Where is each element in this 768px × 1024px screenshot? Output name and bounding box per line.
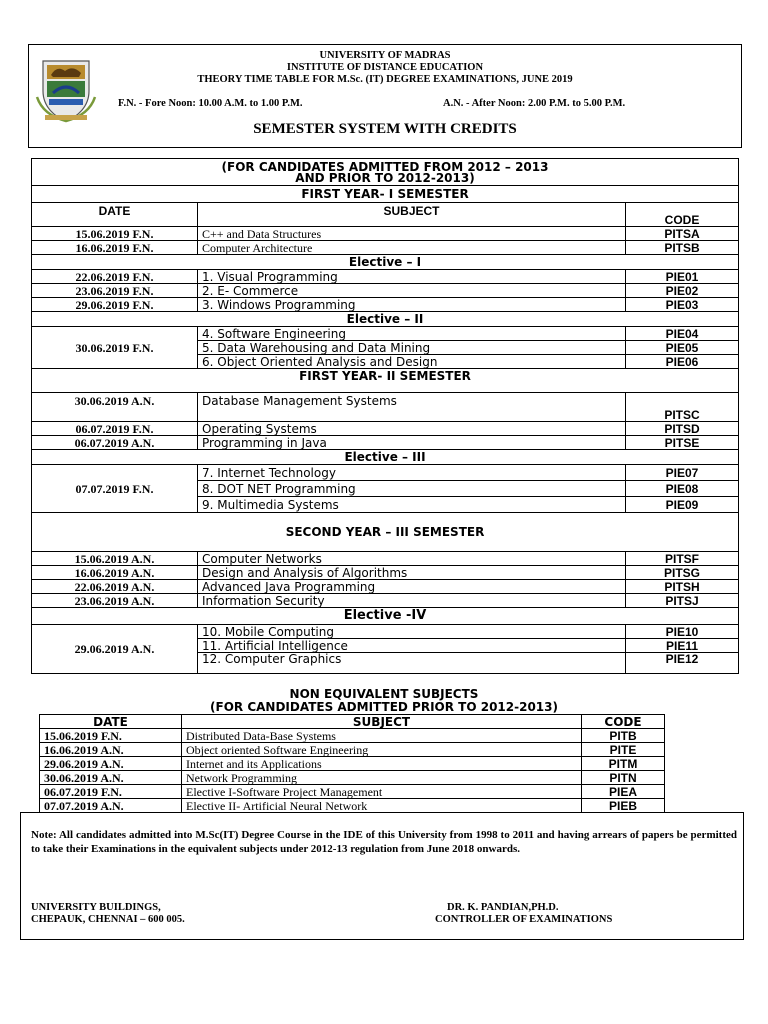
table-row: 8. DOT NET Programming PIE08 — [32, 481, 739, 497]
table-row: 22.06.2019 A.N. Advanced Java Programming PITSH — [32, 580, 739, 594]
table-row: 30.06.2019 F.N. 4. Software Engineering PIE04 — [32, 327, 739, 341]
table-row: 16.06.2019 A.N. Design and Analysis of Algorithms PITSG — [32, 566, 739, 580]
signatory-title: CONTROLLER OF EXAMINATIONS — [435, 914, 613, 925]
fn-timing: F.N. - Fore Noon: 10.00 A.M. to 1.00 P.M. — [118, 98, 303, 109]
elective-2-date: 30.06.2019 F.N. — [32, 327, 198, 369]
first-year-sem1-heading: FIRST YEAR- I SEMESTER — [32, 186, 739, 203]
table-row: 29.06.2019 A.N. Internet and its Applications PITM — [40, 757, 665, 771]
institute-name: INSTITUTE OF DISTANCE EDUCATION — [286, 62, 484, 73]
table-row: 16.06.2019 A.N. Object oriented Software Engineering PITE — [40, 743, 665, 757]
table-row: 29.06.2019 A.N. 10. Mobile Computing PIE10 — [32, 625, 739, 639]
table-row: 12. Computer Graphics PIE12 — [32, 653, 739, 674]
table-row: 23.06.2019 A.N. Information Security PITSJ — [32, 594, 739, 608]
header-box — [28, 44, 742, 148]
table-row: 9. Multimedia Systems PIE09 — [32, 497, 739, 513]
table-row: 07.07.2019 F.N. 7. Internet Technology PIE07 — [32, 465, 739, 481]
non-equivalent-table — [39, 714, 665, 813]
admitted-line-2: AND PRIOR TO 2012-2013) — [295, 171, 475, 185]
table-row: 07.07.2019 A.N. Elective II- Artificial Neural Network PIEB — [40, 799, 665, 813]
system-title: SEMESTER SYSTEM WITH CREDITS — [253, 121, 517, 137]
admitted-line-1: (FOR CANDIDATES ADMITTED FROM 2012 – 2013 — [221, 160, 549, 174]
table-row: 06.07.2019 F.N. Elective I-Software Project Management PIEA — [40, 785, 665, 799]
address-line-1: UNIVERSITY BUILDINGS, — [31, 902, 161, 913]
table-row: 15.06.2019 F.N. Distributed Data-Base Systems PITB — [40, 729, 665, 743]
elective-4-date: 29.06.2019 A.N. — [32, 625, 198, 674]
table-row: 30.06.2019 A.N. Database Management Systems PITSC — [32, 393, 739, 422]
first-year-sem2-heading: FIRST YEAR- II SEMESTER — [32, 369, 739, 393]
note-text: Note: All candidates admitted into M.Sc(IT) Degree Course in the IDE of this University from 1998 to 2011 and having arrears of papers be permitted to take their Examinations in the equivalent subjects under 2012-13 regulation from June 2018 onwards. — [31, 829, 737, 855]
table-row: 6. Object Oriented Analysis and Design PIE06 — [32, 355, 739, 369]
non-equivalent-title: NON EQUIVALENT SUBJECTS — [289, 687, 479, 701]
elective-2-heading: Elective – II — [32, 312, 739, 327]
table-row: 16.06.2019 F.N. Computer Architecture PITSB — [32, 241, 739, 255]
table-row: 15.06.2019 A.N. Computer Networks PITSF — [32, 552, 739, 566]
table-row: 30.06.2019 A.N. Network Programming PITN — [40, 771, 665, 785]
table-row: 29.06.2019 F.N. 3. Windows Programming PIE03 — [32, 298, 739, 312]
address-line-2: CHEPAUK, CHENNAI – 600 005. — [31, 914, 185, 925]
elective-3-heading: Elective – III — [32, 450, 739, 465]
column-header-row — [32, 203, 739, 227]
table-row: 5. Data Warehousing and Data Mining PIE05 — [32, 341, 739, 355]
signatory-name: DR. K. PANDIAN,PH.D. — [447, 902, 559, 913]
second-year-sem3-heading: SECOND YEAR – III SEMESTER — [32, 513, 739, 552]
footer-box — [20, 812, 744, 940]
table-row: 23.06.2019 F.N. 2. E- Commerce PIE02 — [32, 284, 739, 298]
an-timing: A.N. - After Noon: 2.00 P.M. to 5.00 P.M. — [443, 98, 626, 109]
table-row: 11. Artificial Intelligence PIE11 — [32, 639, 739, 653]
table-row: 06.07.2019 A.N. Programming in Java PITSE — [32, 436, 739, 450]
col-subject: SUBJECT — [198, 203, 626, 227]
non-equivalent-subtitle: (FOR CANDIDATES ADMITTED PRIOR TO 2012-2013) — [210, 700, 558, 714]
table-row: 06.07.2019 F.N. Operating Systems PITSD — [32, 422, 739, 436]
elective-4-heading: Elective -IV — [32, 608, 739, 625]
university-name: UNIVERSITY OF MADRAS — [319, 50, 451, 61]
elective-3-date: 07.07.2019 F.N. — [32, 465, 198, 513]
admitted-header-row — [32, 159, 739, 186]
timetable — [31, 158, 739, 674]
table-row: 15.06.2019 F.N. C++ and Data Structures PITSA — [32, 227, 739, 241]
col-code: CODE — [626, 203, 739, 227]
column-header-row: DATE SUBJECT CODE — [40, 715, 665, 729]
elective-1-heading: Elective – I — [32, 255, 739, 270]
document-title: THEORY TIME TABLE FOR M.Sc. (IT) DEGREE EXAMINATIONS, JUNE 2019 — [197, 74, 573, 85]
table-row: 22.06.2019 F.N. 1. Visual Programming PIE01 — [32, 270, 739, 284]
col-date: DATE — [32, 203, 198, 227]
